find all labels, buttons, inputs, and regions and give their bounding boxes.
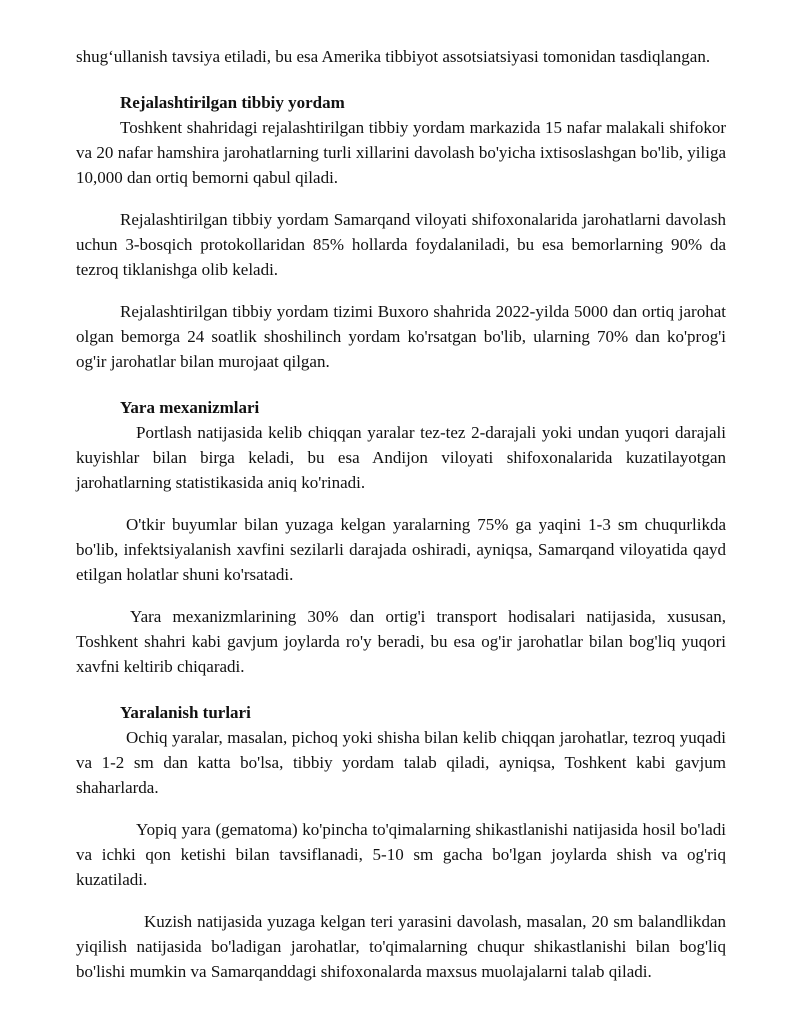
section-heading-wound-mechanisms: Yara mexanizmlari [120,398,260,417]
paragraph-wound-types-3: Kuzish natijasida yuzaga kelgan teri yarasini davolash, masalan, 20 sm balandlikdan yiqilish natijasida bo'ladigan jarohatlar, to'qimalarning chuqur shikastlanishi bilan bog'liq bo'lishi mumkin va Samarqanddagi shifoxonalarda maxsus muolajalarni talab qiladi. [76,912,726,981]
spacer [76,679,726,700]
paragraph-wound-mechanisms-1: Portlash natijasida kelib chiqqan yaralar tez-tez 2-darajali yoki undan yuqori darajali kuyishlar bilan birga keladi, bu esa Andijon viloyati shifoxonalarida kuzatilayotgan jarohatlarning statistikasida aniq ko'rinadi. [76,423,726,492]
section-heading-planned-care: Rejalashtirilgan tibbiy yordam [120,93,345,112]
spacer [76,892,726,909]
section-heading-wound-types: Yaralanish turlari [120,703,251,722]
paragraph-wound-mechanisms-3: Yara mexanizmlarining 30% dan ortig'i transport hodisalari natijasida, xususan, Toshkent shahri kabi gavjum joylarda ro'y beradi, bu esa og'ir jarohatlar bilan bog'liq yuqori xavfni keltirib chiqaradi. [76,607,726,676]
spacer [76,800,726,817]
paragraph-planned-care-1: Toshkent shahridagi rejalashtirilgan tibbiy yordam markazida 15 nafar malakali shifokor va 20 nafar hamshira jarohatlarning turli xillarini davolash bo'yicha ixtisoslashgan bo'lib, yiliga 10,000 dan ortiq bemorni qabul qiladi. [76,118,726,187]
spacer [76,587,726,604]
intro-paragraph: shug‘ullanish tavsiya etiladi, bu esa Amerika tibbiyot assotsiatsiyasi tomonidan tasdiqlangan. [76,47,711,66]
spacer [76,374,726,395]
paragraph-wound-types-1: Ochiq yaralar, masalan, pichoq yoki shisha bilan kelib chiqqan jarohatlar, tezroq yuqadi va 1-2 sm dan katta bo'lsa, tibbiy yordam talab qiladi, ayniqsa, Toshkent kabi gavjum shaharlarda. [76,728,726,797]
paragraph-planned-care-2: Rejalashtirilgan tibbiy yordam Samarqand viloyati shifoxonalarida jarohatlarni davolash uchun 3-bosqich protokollaridan 85% hollarda foydalaniladi, bu esa bemorlarning 90% da tezroq tiklanishga olib keladi. [76,210,726,279]
spacer [76,282,726,299]
paragraph-wound-mechanisms-2: O'tkir buyumlar bilan yuzaga kelgan yaralarning 75% ga yaqini 1-3 sm chuqurlikda bo'lib, infektsiyalanish xavfini sezilarli darajada oshiradi, ayniqsa, Samarqand viloyatida qayd etilgan holatlar shuni ko'rsatadi. [76,515,726,584]
spacer [76,190,726,207]
spacer [76,69,726,90]
paragraph-planned-care-3: Rejalashtirilgan tibbiy yordam tizimi Buxoro shahrida 2022-yilda 5000 dan ortiq jarohat olgan bemorga 24 soatlik shoshilinch yordam ko'rsatgan bo'lib, ularning 70% dan ko'prog'i og'ir jarohatlar bilan murojaat qilgan. [76,302,726,371]
document-page [76,44,726,984]
spacer [76,495,726,512]
paragraph-wound-types-2: Yopiq yara (gematoma) ko'pincha to'qimalarning shikastlanishi natijasida hosil bo'ladi va ichki qon ketishi bilan tavsiflanadi, 5-10 sm gacha bo'lgan joylarda shish va og'riq kuzatiladi. [76,820,726,889]
